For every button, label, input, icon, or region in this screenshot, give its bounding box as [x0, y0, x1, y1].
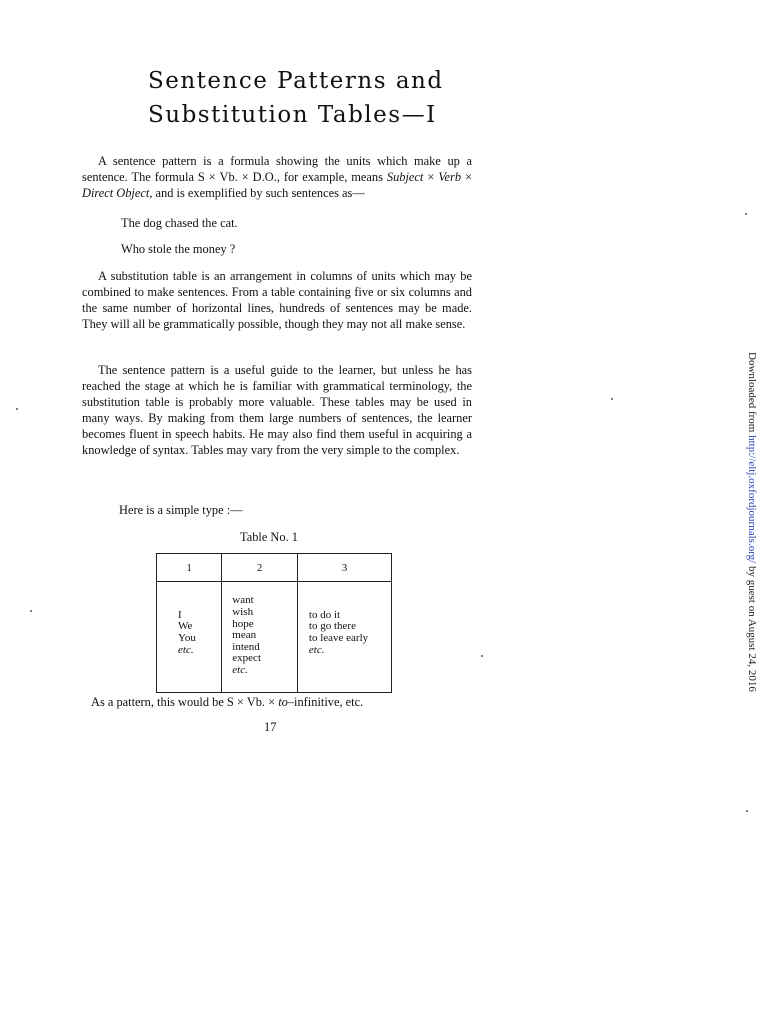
p2-text: A substitution table is an arrangement in columns of units which may be combined to make sentences. From a table containing five or six columns and the same number of horizontal lines, hundreds of sentences may be made. They will all be grammatically possible, though they may not all make sense.: [82, 269, 472, 331]
table-cell: I: [178, 608, 182, 621]
scan-speck: [746, 810, 748, 812]
p1-text-b: and is exemplified by such sentences as—: [152, 186, 365, 200]
table-column-infinitives: [297, 582, 391, 693]
example-sentence-2: Who stole the money ?: [121, 242, 236, 256]
table-cell: to go there: [308, 620, 356, 633]
pattern-text-b: –infinitive, etc.: [287, 695, 364, 709]
table-body-row: [157, 582, 392, 693]
p1-direct-object: Direct Object,: [82, 186, 153, 200]
p3-text: The sentence pattern is a useful guide to the learner, but unless he has reached the stage at which he is familiar with grammatical terminology, the substitution table is probably more valuable. These tables may be used in many ways. By making from them large numbers of sentences, the learner becomes fluent in speech habits. He may also find them useful in acquiring a knowledge of syntax. Tables may vary from the very simple to the complex.: [82, 363, 472, 457]
scan-speck: [745, 213, 747, 215]
article-title: [148, 64, 444, 132]
scan-speck: [30, 610, 32, 612]
table-cell: intend: [232, 640, 260, 653]
p1-text-a: A sentence pattern is a formula showing the units which make up a sentence. The formula S × Vb. × D.O., for example, means: [82, 154, 472, 184]
p1-subject: Subject: [386, 170, 424, 184]
title-line-2: Substitution Tables—I: [148, 102, 437, 128]
table-cell-etc: etc.: [232, 663, 248, 676]
table-cell: You: [178, 632, 196, 644]
scan-speck: [611, 398, 613, 400]
table-cell: to do it: [308, 608, 341, 621]
table-header-2: 2: [222, 554, 298, 582]
paragraph-3: [82, 362, 472, 458]
table-cell-etc: etc.: [308, 643, 325, 656]
watermark-link[interactable]: http://eltj.oxfordjournals.org/: [746, 435, 758, 564]
watermark-prefix: Downloaded from: [746, 352, 758, 436]
paragraph-2: [82, 268, 472, 332]
table-cell: want: [232, 594, 254, 607]
p1-times-2: ×: [461, 170, 473, 184]
pattern-note: [91, 695, 363, 710]
table-cell: wish: [232, 606, 254, 619]
watermark-suffix: by guest on August 24, 2016: [746, 563, 758, 692]
example-sentence-1: The dog chased the cat.: [121, 216, 238, 230]
download-watermark: [746, 352, 758, 692]
scan-speck: [481, 655, 483, 657]
table-cell: hope: [232, 617, 254, 630]
table-header-3: 3: [297, 554, 391, 582]
table-cell: We: [178, 620, 193, 633]
table-cell: to leave early: [308, 632, 369, 644]
table-header-1: 1: [157, 554, 222, 582]
table-header-row: [157, 554, 392, 582]
pattern-to: to: [278, 695, 288, 709]
table-column-verbs: [222, 582, 298, 693]
page-number: 17: [264, 720, 277, 734]
table-cell: mean: [232, 629, 257, 642]
substitution-table: [156, 553, 392, 693]
table-caption: Table No. 1: [240, 530, 298, 544]
title-line-1: Sentence Patterns and: [148, 68, 444, 94]
table-cell: expect: [232, 652, 261, 665]
scan-speck: [16, 408, 18, 410]
p1-verb: Verb: [438, 170, 462, 184]
paragraph-1: [82, 153, 472, 201]
table-column-subjects: [157, 582, 222, 693]
p1-times-1: ×: [423, 170, 439, 184]
pattern-text-a: As a pattern, this would be S × Vb. ×: [91, 695, 279, 709]
table-cell-etc: etc.: [178, 643, 194, 656]
table-lead-in: Here is a simple type :—: [119, 503, 243, 517]
